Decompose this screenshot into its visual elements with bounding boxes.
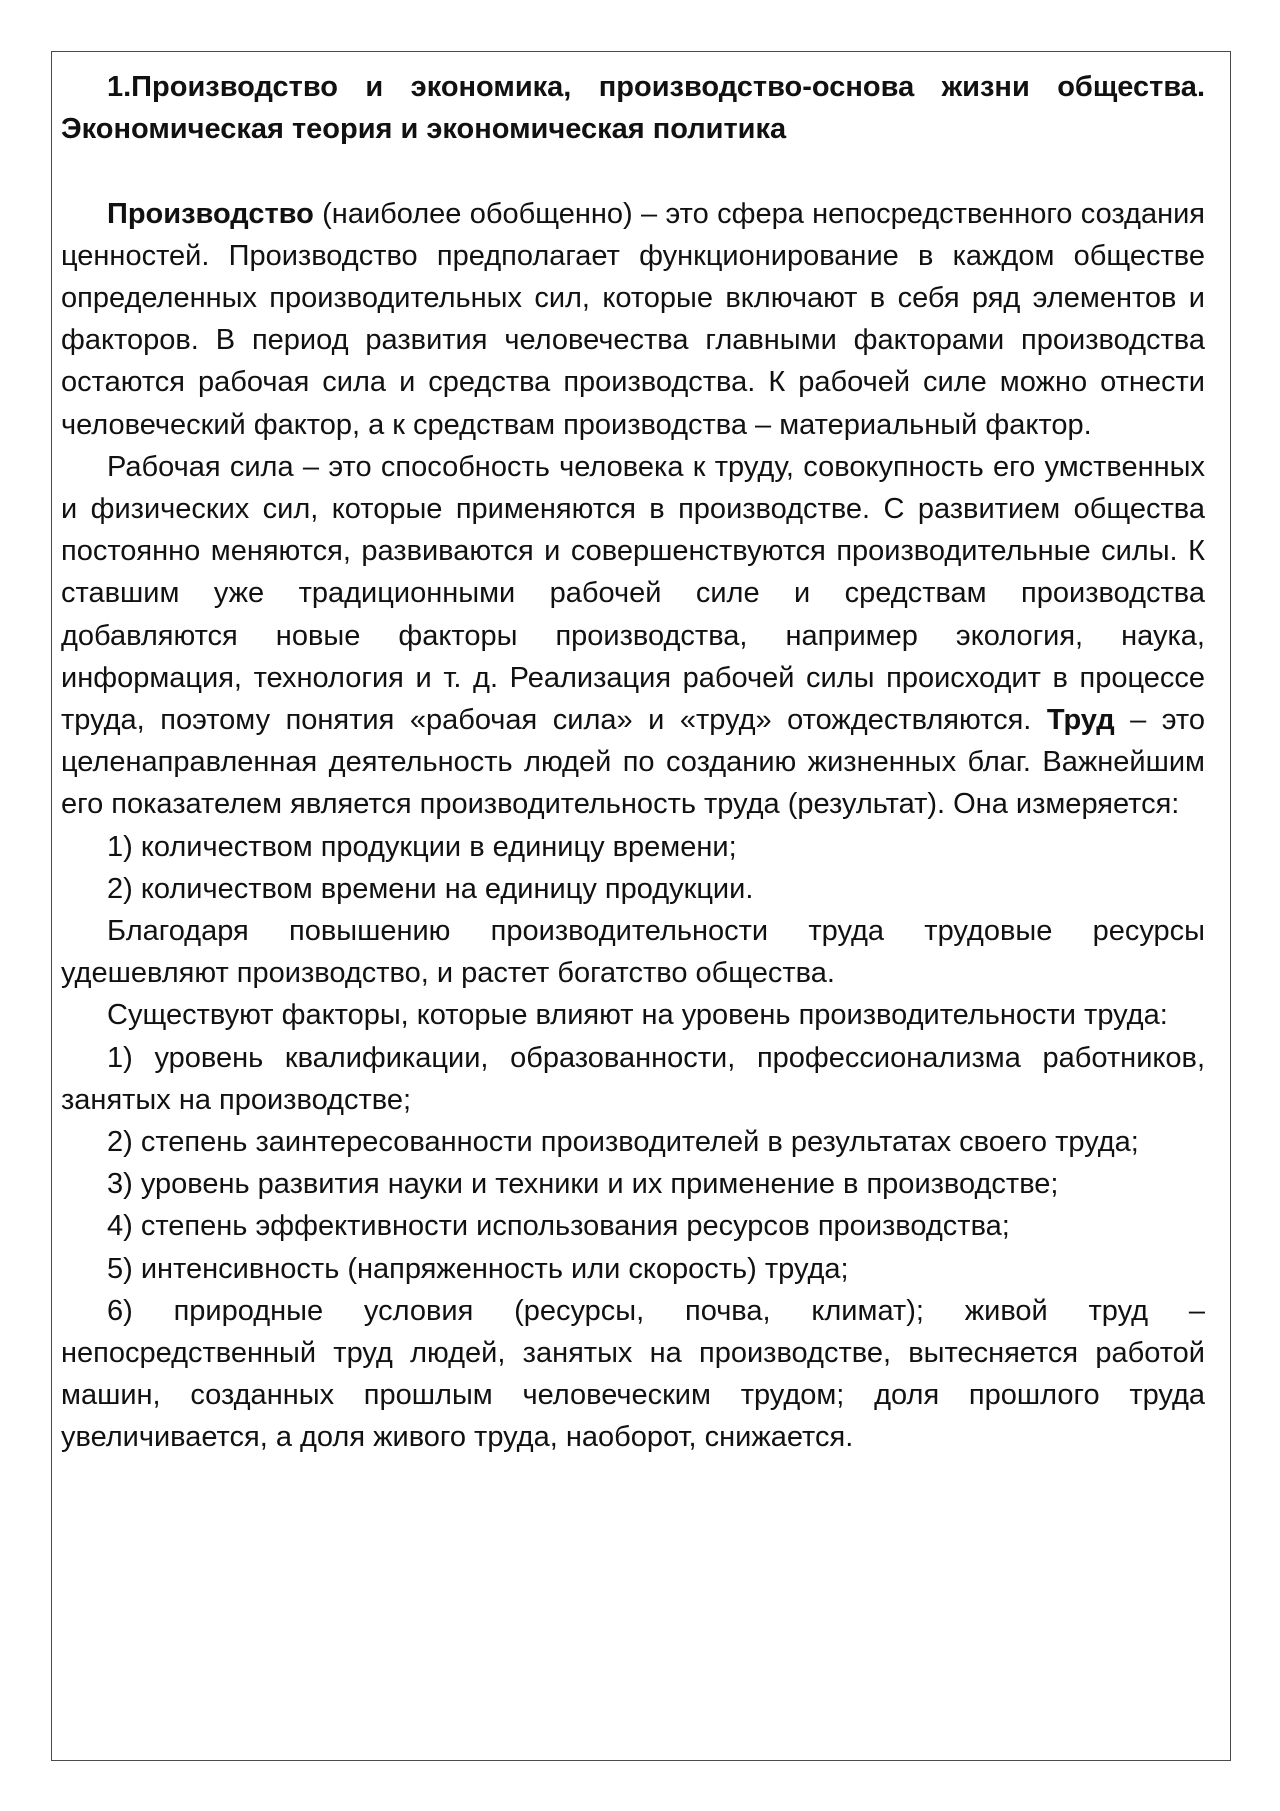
paragraph-factors-intro: Существуют факторы, которые влияют на уровень производительности труда:: [107, 999, 1168, 1032]
list-item-factor: 4) степень эффективности использования ресурсов производства;: [107, 1210, 1010, 1243]
paragraph-production-text: (наиболее обобщенно) – это сфера непосредственного создания ценностей. Производство предполагает функционирование в каждом обществе определенных производительных сил, которые включают в себя ряд элементов и факторов. В период развития человечества главными факторами производства остаются рабочая сила и средства производства. К рабочей силе можно отнести человеческий фактор, а к средствам производства – материальный фактор.: [61, 197, 1205, 441]
list-item-factor: 3) уровень развития науки и техники и их применение в производстве;: [107, 1168, 1059, 1201]
list-item-factor: 1) уровень квалификации, образованности, профессионализма работников, занятых на производстве;: [61, 1041, 1205, 1116]
term-production: Производство: [107, 197, 314, 230]
term-labor: Труд: [1046, 704, 1115, 737]
list-item-factor: 5) интенсивность (напряженность или скорость) труда;: [107, 1252, 849, 1285]
list-item-measure: 2) количеством времени на единицу продукции.: [107, 872, 754, 905]
list-item-factor: 6) природные условия (ресурсы, почва, климат); живой труд – непосредственный труд людей, занятых на производстве, вытесняется работой машин, созданных прошлым человеческим трудом; доля прошлого труда увеличивается, а доля живого труда, наоборот, снижается.: [61, 1294, 1205, 1454]
paragraph-labor-force-text: Рабочая сила – это способность человека к труду, совокупность его умственных и физических сил, которые применяются в производстве. С развитием общества постоянно меняются, развиваются и совершенствуются производительные силы. К ставшим уже традиционными рабочей силе и средствам производства добавляются новые факторы производства, например экология, наука, информация, технология и т. д. Реализация рабочей силы происходит в процессе труда, поэтому понятия «рабочая сила» и «труд» отождествляются.: [61, 450, 1205, 737]
paragraph-production: [61, 193, 1205, 446]
paragraph-benefit: Благодаря повышению производительности труда трудовые ресурсы удешевляют производство, и растет богатство общества.: [61, 915, 1205, 990]
paragraph-labor-text: – это целенаправленная деятельность людей по созданию жизненных благ. Важнейшим его показателем является производительность труда (результат). Она измеряется:: [61, 704, 1205, 821]
paragraph-labor-force: [61, 446, 1205, 826]
list-item-measure: 1) количеством продукции в единицу времени;: [107, 830, 737, 863]
document-title: 1.Производство и экономика, производство-основа жизни общества. Экономическая теория и экономическая политика: [61, 71, 1205, 146]
list-item-factor: 2) степень заинтересованности производителей в результатах своего труда;: [107, 1126, 1139, 1159]
document-body: [61, 66, 1205, 1459]
